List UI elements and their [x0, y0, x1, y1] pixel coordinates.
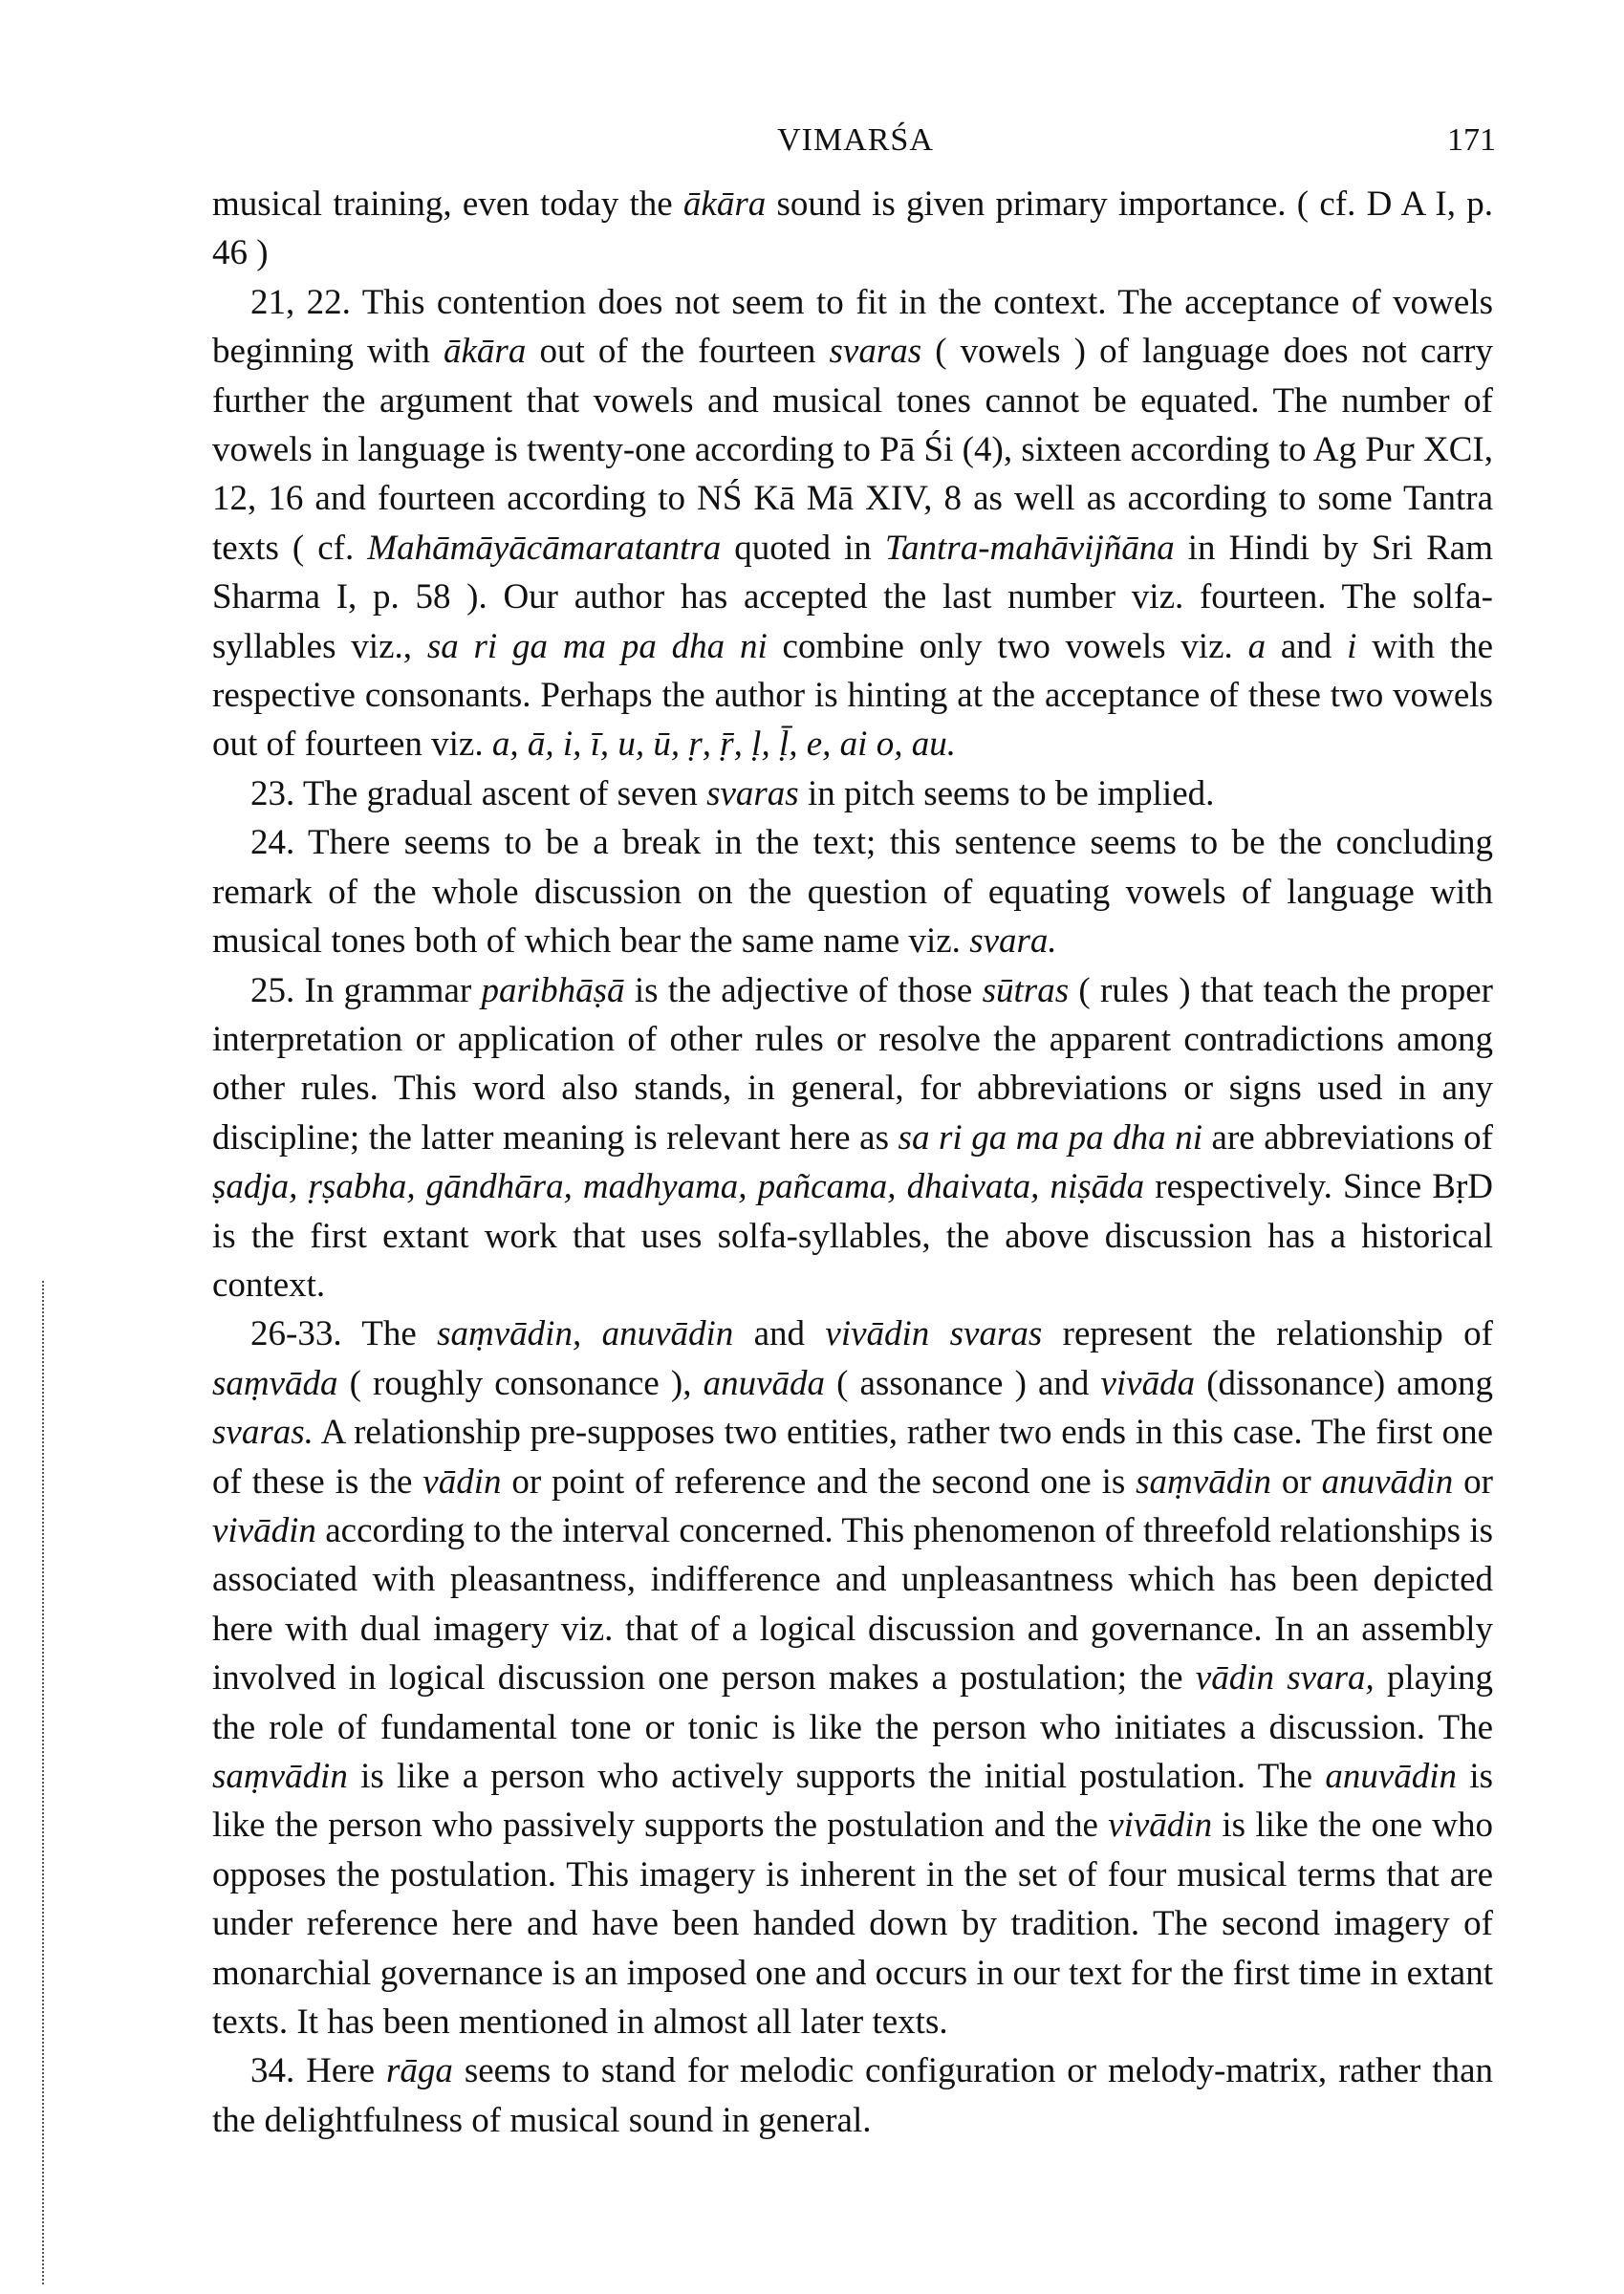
italic-term: Tantra-mahāvijñāna [884, 528, 1175, 568]
italic-term: anuvāda [703, 1363, 825, 1403]
text-run: combine only two vowels viz. [767, 626, 1248, 666]
italic-term: a [1247, 626, 1267, 666]
italic-term: anuvādin [1321, 1461, 1454, 1502]
text-run: or [1270, 1461, 1322, 1502]
text-run: 23. The gradual ascent of seven [250, 773, 707, 813]
text-run: (dissonance) among [1195, 1363, 1493, 1403]
text-run: A relationship pre-supposes two entities, rather two ends in this case. The first one of these is the [212, 1413, 1493, 1502]
text-run: is the adjective of those [624, 970, 983, 1010]
text-run: ( assonance ) and [825, 1363, 1101, 1403]
note-paragraph [212, 966, 1493, 1310]
italic-term: svaras [706, 773, 799, 813]
italic-term: rāga [385, 2051, 453, 2091]
italic-term: Mahāmāyācāmaratantra [367, 528, 722, 568]
text-run: 26-33. The [250, 1314, 438, 1354]
text-run: represent the relationship of [1042, 1314, 1493, 1354]
note-paragraph [212, 278, 1493, 769]
text-run: and [1266, 626, 1348, 666]
italic-term: svaras [829, 332, 922, 372]
text-run: ( rules ) that teach the proper interpretation or application of other rules or resolve the apparent contradictions among other rules. This word also stands, in general, for abbreviations or signs used in any discipline; the latter meaning is relevant here as [212, 970, 1493, 1158]
text-run: with the respective consonants. Perhaps the author is hinting at the acceptance of these two vowels out of fourteen viz. [212, 626, 1493, 765]
text-run: according to the interval concerned. This phenomenon of threefold relationships is associated with pleasantness, indifference and unpleasantness which has been depicted here with dual imagery viz. that of a logical discussion and governance. In an assembly involved in logical discussion one person makes a postulation; the [212, 1510, 1493, 1699]
italic-term: anuvādin [1325, 1757, 1458, 1796]
text-run: quoted in [721, 528, 885, 568]
page-number: 171 [1447, 122, 1496, 158]
text-run: sound is given primary importance. ( cf. D A I, p. 46 ) [212, 184, 1493, 273]
italic-term: paribhāṣā [481, 970, 625, 1010]
note-paragraph [212, 769, 1493, 818]
italic-term: vivādin svaras [825, 1314, 1043, 1354]
note-paragraph [212, 818, 1493, 965]
italic-term: ākāra [444, 332, 527, 372]
text-run: is like a person who actively supports the initial postulation. The [347, 1757, 1326, 1796]
text-run: 21, 22. This contention does not seem to fit in the context. The acceptance of vowels beginning with [212, 282, 1493, 372]
italic-term: vivādin [212, 1510, 316, 1550]
text-run: playing the role of fundamental tone or tonic is like the person who initiates a discussion. The [212, 1658, 1493, 1747]
text-run: seems to stand for melodic configuration or melody-matrix, rather than the delightfulness of musical sound in general. [212, 2051, 1493, 2140]
italic-term: vivādin [1108, 1806, 1213, 1846]
text-run: out of the fourteen [526, 332, 830, 372]
italic-term: sūtras [982, 970, 1070, 1010]
italic-term: saṃvādin, anuvādin [437, 1314, 734, 1354]
page-header [215, 122, 1496, 170]
text-run: are abbreviations of [1202, 1117, 1493, 1158]
text-run: respectively. Since BṛD is the first extant work that uses solfa-syllables, the above discussion has a historical context. [212, 1167, 1493, 1305]
italic-term: a, ā, i, ī, u, ū, ṛ, ṝ, ḷ, ḹ, e, ai o, au. [491, 725, 956, 765]
text-run: in Hindi by Sri Ram Sharma I, p. 58 ). Our author has accepted the last number viz. fourteen. The solfa- syllables viz., [212, 528, 1494, 666]
text-run: ( roughly consonance ), [337, 1363, 704, 1403]
text-run: 24. There seems to be a break in the text; this sentence seems to be the concluding remark of the whole discussion on the question of equating vowels of language with musical tones both of which bear the same name viz. [212, 823, 1493, 962]
italic-term: vādin [422, 1461, 502, 1502]
text-run: or point of reference and the second one is [501, 1461, 1137, 1502]
text-run: is like the one who opposes the postulation. This imagery is inherent in the set of four musical terms that are under reference here and have been handed down by tradition. The second imagery of monarchial governance is an imposed one and occurs in our text for the first time in extant texts. It has been mentioned in almost all later texts. [212, 1806, 1493, 2043]
text-run: musical training, even today the [212, 184, 683, 224]
text-run: ( vowels ) of language does not carry further the argument that vowels and musical tones cannot be equated. The number of vowels in language is twenty-one according to Pā Śi (4), sixteen according to Ag Pur XCI, 12, 16 and fourteen according to NŚ Kā Mā XIV, 8 as well as according to some Tantra texts ( cf. [212, 332, 1493, 568]
text-run: or [1453, 1461, 1494, 1502]
text-run: in pitch seems to be implied. [798, 773, 1215, 813]
text-run: 25. In grammar [250, 970, 482, 1010]
italic-term: saṃvāda [212, 1363, 338, 1403]
italic-term: saṃvādin [1136, 1461, 1271, 1502]
italic-term: sa ri ga ma pa dha ni [426, 626, 768, 666]
notes-body [212, 180, 1493, 2145]
text-run: 34. Here [250, 2051, 386, 2091]
text-run: is like the person who passively supports the postulation and the [212, 1757, 1493, 1846]
italic-term: svara. [969, 921, 1057, 962]
note-paragraph [212, 1309, 1493, 2046]
italic-term: sa ri ga ma pa dha ni [898, 1117, 1202, 1158]
running-head: VIMARŚA [777, 122, 934, 158]
scan-margin-mark [42, 1281, 46, 2284]
italic-term: vivāda [1100, 1363, 1196, 1403]
italic-term: i [1347, 626, 1357, 666]
italic-term: svaras. [212, 1413, 314, 1453]
italic-term: ṣadja, ṛṣabha, gāndhāra, madhyama, pañcama, dhaivata, niṣāda [212, 1167, 1145, 1207]
italic-term: saṃvādin [212, 1757, 348, 1796]
italic-term: ākāra [682, 184, 767, 224]
text-run: and [733, 1314, 826, 1354]
note-paragraph [212, 2046, 1493, 2145]
note-paragraph [212, 180, 1493, 278]
italic-term: vādin svara, [1195, 1658, 1375, 1699]
